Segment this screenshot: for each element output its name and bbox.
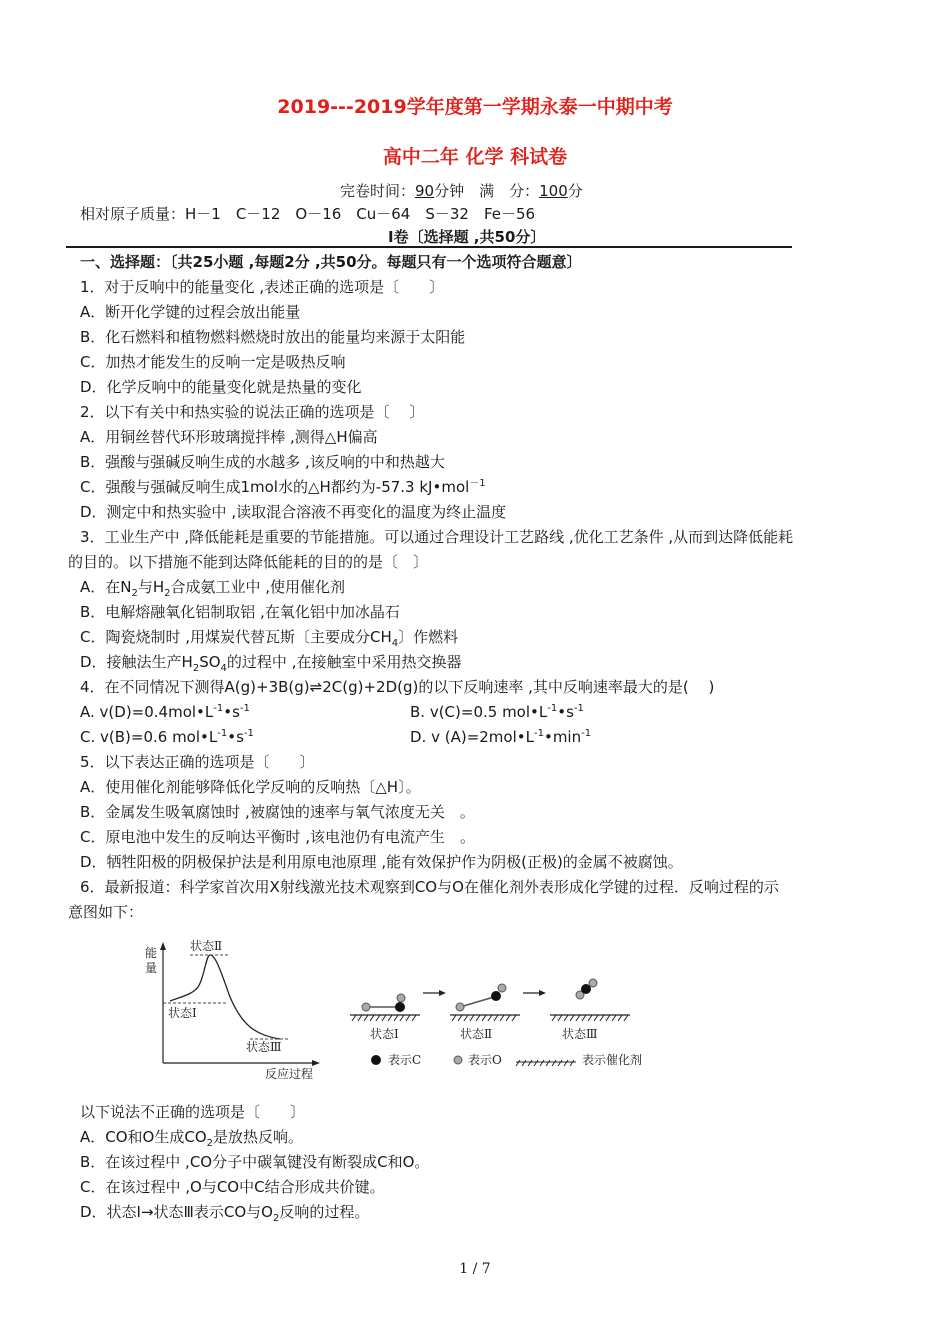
q5-stem: 5．以下表达正确的选项是〔 〕 [80,753,315,771]
energy-curve [170,955,280,1039]
q2-option-d: D．测定中和热实验中 ,读取混合溶液不再变化的温度为终止温度 [80,503,507,521]
q4-stem: 4．在不同情况下测得A(g)+3B(g)⇌2C(g)+2D(g)的以下反响速率 ,其中反响速率最大的是( ) [80,678,715,696]
energy-axis-arrow [160,942,166,950]
q4-option-b: B. v(C)=0.5 $mol•L^{-1}•s^{-1}$ [410,703,584,721]
q3-stem-2: 的目的。以下措施不能到达降低能耗的目的的是〔 〕 [68,553,429,571]
state1-carbon-atom [395,1002,405,1012]
graph-state2-label: 状态Ⅱ [190,939,223,953]
q6-option-c: C．在该过程中 ,O与CO中C结合形成共价键。 [80,1178,385,1196]
q4-option-a: A. $v(D)=0.4mol•L^{-1}•s^{-1}$ [80,703,250,721]
legend-carbon-marker [371,1055,381,1065]
atomic-masses: 相对原子质量：H－1 C－12 O－16 Cu－64 S－32 Fe－56 [80,205,536,223]
process-axis-arrow [312,1060,320,1066]
arrow-2-head [539,990,546,996]
state1-co-oxygen-atom [397,994,405,1002]
q1-option-c: C．加热才能发生的反响一定是吸热反响 [80,353,346,371]
state2-oxygen-atom [456,1003,464,1011]
energy-axis-label-1: 能 [145,946,158,960]
q4-option-d: D. v $(A)=2mol•L^{-1}•\min^{-1}$ [410,728,592,746]
legend-catalyst-hatch [516,1060,574,1066]
q5-option-c: C．原电池中发生的反响达平衡时 ,该电池仍有电流产生 。 [80,828,476,846]
legend-oxygen-marker [454,1056,462,1064]
section-divider [66,246,792,248]
energy-axis-label-2: 量 [145,961,158,975]
q5-option-a: A．使用催化剂能够降低化学反响的反响热〔△H〕。 [80,778,421,796]
state2-bond [460,997,494,1007]
q6-stem-1: 6．最新报道：科学家首次用X射线激光技术观察到CO与O在催化剂外表形成化学键的过程．反响过程的示 [80,878,779,896]
time-value: 90 [415,182,435,200]
q3-option-c: C．陶瓷烧制时 ,用煤炭代替瓦斯〔主要成分$CH_4$〕作燃料 [80,628,459,649]
process-axis-label: 反应过程 [265,1067,314,1080]
legend-catalyst-label: 表示催化剂 [582,1053,643,1067]
part1-heading: 一、选择题：〔共25小题 ,每题2分 ,共50分。每题只有一个选项符合题意〕 [80,253,582,271]
q6-option-d: D．状态Ⅰ→状态Ⅲ表示CO与$O_2$反响的过程。 [80,1203,370,1224]
q3-option-a: A．在$N_2$与$H_2$合成氨工业中 ,使用催化剂 [80,578,346,599]
q5-option-d: D．牺牲阳极的阴极保护法是利用原电池原理 ,能有效保护作为阴极(正极)的金属不被腐蚀。 [80,853,683,871]
arrow-1-head [439,990,446,996]
legend-carbon-label: 表示C [388,1053,422,1067]
state2-carbon-atom [491,991,501,1001]
catalyst-hatch-3 [552,1015,628,1021]
q6-option-a: A．CO和O生成$CO_2$是放热反响。 [80,1128,304,1149]
q6-stem-2: 意图如下： [68,903,144,921]
panel-state2-label: 状态Ⅱ [460,1027,493,1041]
q1-stem: 1．对于反响中的能量变化 ,表述正确的选项是〔 〕 [80,278,445,296]
exam-title: 2019---2019学年度第一学期永泰一中期中考 [277,96,673,118]
catalyst-hatch-2 [452,1015,516,1021]
q5-option-b: B．金属发生吸氧腐蚀时 ,被腐蚀的速率与氧气浓度无关 。 [80,803,475,821]
q6-ask: 以下说法不正确的选项是〔 〕 [80,1103,306,1121]
catalyst-hatch-1 [352,1015,416,1021]
q1-option-b: B．化石燃料和植物燃料燃烧时放出的能量均来源于太阳能 [80,328,466,346]
graph-state1-label: 状态Ⅰ [168,1006,197,1020]
page-number: 1 / 7 [459,1261,491,1277]
score-value: 100 [539,182,568,200]
q3-option-b: B．电解熔融氧化铝制取铝 ,在氧化铝中加冰晶石 [80,603,400,621]
state2-co-oxygen-atom [498,984,506,992]
graph-state3-label: 状态Ⅲ [246,1040,282,1054]
panel-state1-label: 状态Ⅰ [370,1027,399,1041]
q2-option-b: B．强酸与强碱反响生成的水越多 ,该反响的中和热越大 [80,453,445,471]
q2-option-c: C．强酸与强碱反响生成1mol水的△H都约为-57.3 kJ•mol$^{-1}$ [80,478,486,496]
exam-time-line: 完卷时间：90分钟 满 分：100分 [340,182,583,200]
q1-option-d: D．化学反响中的能量变化就是热量的变化 [80,378,362,396]
state3-oxygen-atom-2 [589,979,597,987]
exam-subtitle: 高中二年 化学 科试卷 [382,146,568,168]
q3-option-d: D．接触法生产$H_2SO_4$的过程中 ,在接触室中采用热交换器 [80,653,462,674]
q2-option-a: A．用铜丝替代环形玻璃搅拌棒 ,测得△H偏高 [80,428,378,446]
q3-stem-1: 3．工业生产中 ,降低能耗是重要的节能措施。可以通过合理设计工艺路线 ,优化工艺条件 ,从而到达降低能耗 [80,528,794,546]
section-title: Ⅰ卷〔选择题 ,共50分〕 [388,228,546,246]
state1-oxygen-atom [362,1003,370,1011]
reaction-diagram [130,935,660,1080]
q2-stem: 2．以下有关中和热实验的说法正确的选项是〔 〕 [80,403,425,421]
panel-state3-label: 状态Ⅲ [562,1027,598,1041]
q4-option-c: C. v(B)=0.6 $mol•L^{-1}•s^{-1}$ [80,728,254,746]
q1-option-a: A．断开化学键的过程会放出能量 [80,303,301,321]
q6-option-b: B．在该过程中 ,CO分子中碳氧键没有断裂成C和O。 [80,1153,430,1171]
legend-oxygen-label: 表示O [468,1053,502,1067]
